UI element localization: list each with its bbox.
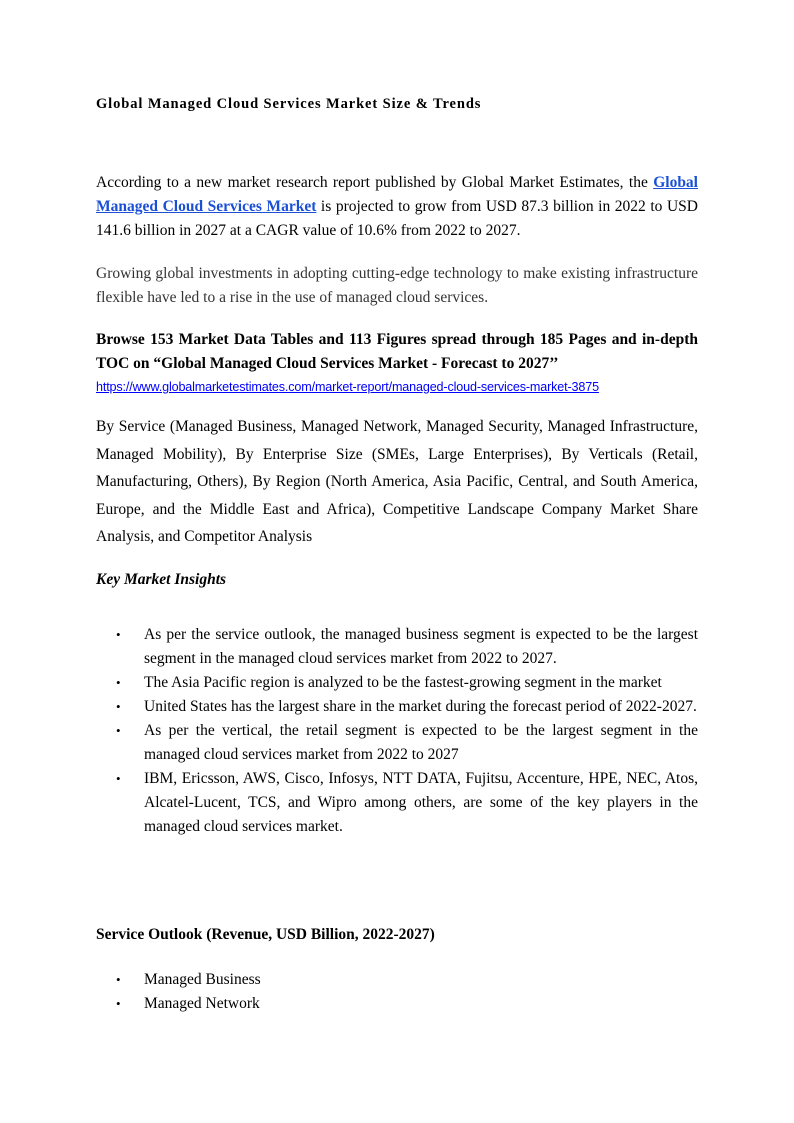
service-outlook-heading: Service Outlook (Revenue, USD Billion, 2022-2027) [96,926,435,943]
intro-paragraph [96,171,698,243]
list-item [96,623,698,671]
bullet-icon: • [116,771,121,786]
list-item [96,671,698,695]
segments-paragraph: By Service (Managed Business, Managed Network, Managed Security, Managed Infrastructure, Managed Mobility), By Enterprise Size (SMEs, Large Enterprises), By Verticals (Retail, Manufacturing, Others), By Region (North America, Asia Pacific, Central, and South America, Europe, and the Middle East and Africa), Competitive Landscape Company Market Share Analysis, and Competitor Analysis [96,418,698,545]
list-item [96,719,698,767]
key-insights-list [96,623,698,839]
bullet-icon: • [116,627,121,642]
service-outlook-list [96,968,698,1016]
page-title: Global Managed Cloud Services Market Size & Trends [96,96,482,112]
intro-text-start: According to a new market research report published by Global Market Estimates, the [96,174,654,191]
browse-paragraph [96,328,698,396]
bullet-icon: • [116,675,121,690]
growth-paragraph: Growing global investments in adopting cutting-edge technology to make existing infrastructure flexible have led to a rise in the use of managed cloud services. [96,265,698,306]
list-item-text: As per the vertical, the retail segment is expected to be the largest segment in the managed cloud services market from 2022 to 2027 [144,722,698,763]
list-item-text: United States has the largest share in the market during the forecast period of 2022-2027. [144,698,697,715]
bullet-icon: • [116,996,121,1011]
list-item [96,968,698,992]
list-item [96,695,698,719]
list-item-text: As per the service outlook, the managed business segment is expected to be the largest segment in the managed cloud services market from 2022 to 2027. [144,626,698,667]
list-item [96,767,698,839]
intro-text-end: is projected to grow from USD 87.3 billion in 2022 to USD 141.6 billion in 2027 at a CAGR value of 10.6% from 2022 to 2027. [96,198,698,239]
list-item [96,992,698,1016]
list-item-text: Managed Network [144,995,260,1012]
list-item-text: The Asia Pacific region is analyzed to be the fastest-growing segment in the market [144,674,662,691]
bullet-icon: • [116,723,121,738]
browse-text: Browse 153 Market Data Tables and 113 Figures spread through 185 Pages and in-depth TOC on “Global Managed Cloud Services Market - Forecast to 2027’’ [96,331,698,372]
key-insights-heading: Key Market Insights [96,571,227,588]
bullet-icon: • [116,699,121,714]
list-item-text: Managed Business [144,971,261,988]
report-url-link[interactable]: https://www.globalmarketestimates.com/market-report/managed-cloud-services-market-3875 [96,380,599,394]
list-item-text: IBM, Ericsson, AWS, Cisco, Infosys, NTT DATA, Fujitsu, Accenture, HPE, NEC, Atos, Alcatel-Lucent, TCS, and Wipro among others, are some of the key players in the managed cloud services market. [144,770,698,835]
market-report-link[interactable]: Global Managed Cloud Services Market [96,174,698,215]
bullet-icon: • [116,972,121,987]
